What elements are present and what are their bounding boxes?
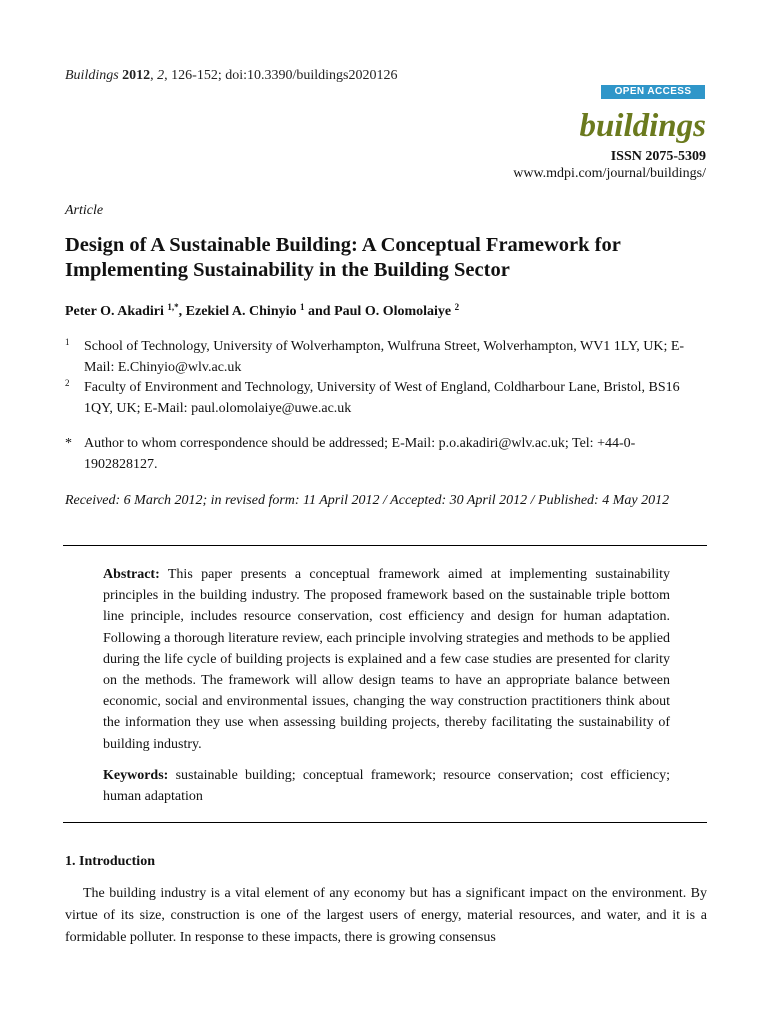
section-heading: 1. Introduction <box>65 854 155 869</box>
citation-line: Buildings 2012, 2, 126-152; doi:10.3390/buildings2020126 <box>65 68 398 83</box>
abstract-text: This paper presents a conceptual framework aimed at implementing sustainability principles in the building industry. The proposed framework based on the sustainable triple bottom line principle, includes resource conservation, cost efficiency and design for human adaptation. Following a thorough literature review, each principle involving strategies and methods to be applied during the life cycle of building projects is explained and a few case studies are presented for clarity on the methods. The framework will allow design teams to have an appropriate balance between economic, social and environmental issues, changing the way construction practitioners think about the information they use when assessing building projects, thereby facilitating the sustainability of building industry. <box>103 567 670 752</box>
divider-bottom <box>63 822 707 823</box>
author-separator: , <box>178 304 186 319</box>
author-affiliation-mark: 1 <box>300 302 305 312</box>
keywords-text: sustainable building; conceptual framework; resource conservation; cost efficiency; human adaptation <box>103 768 670 804</box>
issn: ISSN 2075-5309 <box>610 149 706 164</box>
correspondence-note <box>65 433 644 475</box>
author-name: Peter O. Akadiri <box>65 304 164 319</box>
paper-title: Design of A Sustainable Building: A Conceptual Framework for Implementing Sustainability in the Building Sector <box>65 234 621 281</box>
author-separator: and <box>304 304 335 319</box>
author-list <box>65 302 459 320</box>
keywords-label: Keywords: <box>103 768 169 783</box>
affiliation-mark: 1 <box>65 337 70 347</box>
citation-rest: , 126-152; doi:10.3390/buildings2020126 <box>164 68 398 83</box>
author-name: Paul O. Olomolaiye <box>334 304 452 319</box>
divider-top <box>63 545 707 546</box>
journal-logo: buildings <box>579 108 706 144</box>
article-type: Article <box>65 203 104 218</box>
citation-volume: 2 <box>157 68 165 83</box>
affiliation-mark: 2 <box>65 378 70 388</box>
abstract-label: Abstract: <box>103 567 160 582</box>
affiliation-text: Faculty of Environment and Technology, University of West of England, Coldharbour Lane, Bristol, BS16 1QY, UK; E-Mail: paul.olomolaiye@uwe.ac.uk <box>84 380 680 416</box>
citation-year: 2012 <box>122 68 151 83</box>
affiliation-1 <box>65 336 704 378</box>
abstract <box>103 564 670 755</box>
author-affiliation-mark: 2 <box>454 302 460 312</box>
keywords <box>103 765 670 807</box>
correspondence-mark: * <box>65 436 72 451</box>
introduction-paragraph: The building industry is a vital element of any economy but has a significant impact on the environment. By virtue of its size, construction is one of the largest users of energy, material resources, and water, and it is a formidable polluter. In response to these impacts, there is growing consensus <box>65 886 707 945</box>
affiliation-2 <box>65 377 704 419</box>
open-access-badge: OPEN ACCESS <box>601 85 705 99</box>
publication-dates: Received: 6 March 2012; in revised form: 11 April 2012 / Accepted: 30 April 2012 / Published: 4 May 2012 <box>65 493 670 508</box>
author-name: Ezekiel A. Chinyio <box>185 304 297 319</box>
journal-url[interactable]: www.mdpi.com/journal/buildings/ <box>513 166 706 181</box>
author-affiliation-mark: 1,* <box>167 302 179 312</box>
correspondence-text: Author to whom correspondence should be addressed; E-Mail: p.o.akadiri@wlv.ac.uk; Tel: +44-0-1902828127. <box>84 436 636 472</box>
affiliation-text: School of Technology, University of Wolverhampton, Wulfruna Street, Wolverhampton, WV1 1LY, UK; E-Mail: E.Chinyio@wlv.ac.uk <box>84 339 685 375</box>
citation-journal: Buildings <box>65 68 119 83</box>
